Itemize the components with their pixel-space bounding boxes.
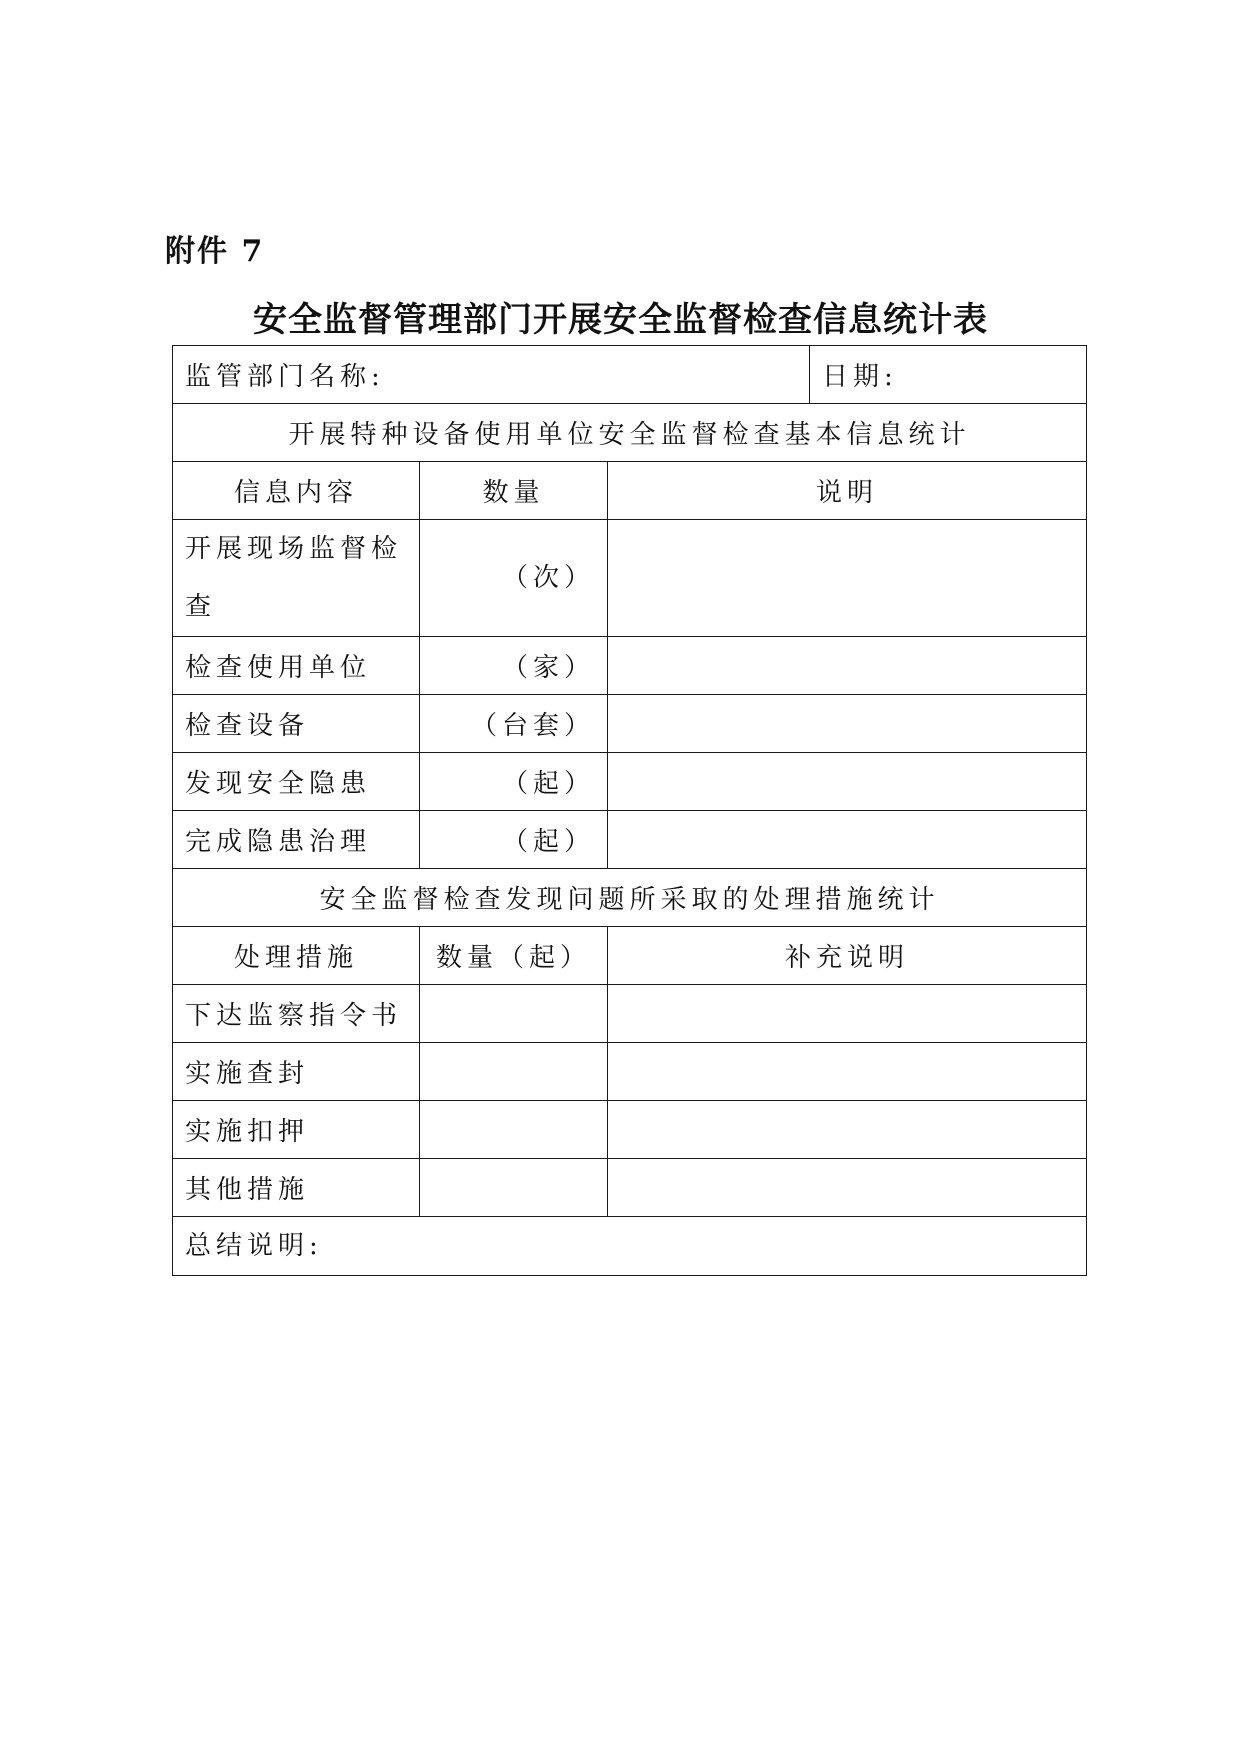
summary-label: 总结说明: bbox=[185, 1231, 323, 1261]
row-quantity-cell[interactable]: （起） bbox=[420, 811, 608, 869]
department-name-label: 监管部门名称: bbox=[185, 362, 385, 392]
summary-row bbox=[173, 1217, 1087, 1276]
attachment-label: 附件 7 bbox=[165, 234, 265, 269]
row-note-cell[interactable] bbox=[608, 811, 1087, 869]
row-quantity-cell[interactable]: （起） bbox=[420, 753, 608, 811]
row-note-cell[interactable] bbox=[608, 695, 1087, 753]
row-note-cell[interactable] bbox=[608, 1101, 1087, 1159]
row-item-label: 检查使用单位 bbox=[173, 637, 420, 695]
table-row bbox=[173, 1043, 1087, 1101]
row-item-label: 发现安全隐患 bbox=[173, 753, 420, 811]
table-row bbox=[173, 1101, 1087, 1159]
row-count-cell[interactable] bbox=[420, 1043, 608, 1101]
table-row bbox=[173, 811, 1087, 869]
row-count-cell[interactable] bbox=[420, 1101, 608, 1159]
row-quantity-cell[interactable]: （次） bbox=[420, 520, 608, 637]
row-item-label: 完成隐患治理 bbox=[173, 811, 420, 869]
row-item-label: 下达监察指令书 bbox=[173, 985, 420, 1043]
row-note-cell[interactable] bbox=[608, 637, 1087, 695]
table-row bbox=[173, 520, 1087, 637]
column-header-description: 说明 bbox=[608, 462, 1087, 520]
row-count-cell[interactable] bbox=[420, 1159, 608, 1217]
row-note-cell[interactable] bbox=[608, 985, 1087, 1043]
column-header-measures: 处理措施 bbox=[173, 927, 420, 985]
row-item-label: 开展现场监督检查 bbox=[173, 520, 420, 637]
row-item-label: 其他措施 bbox=[173, 1159, 420, 1217]
row-item-label: 实施扣押 bbox=[173, 1101, 420, 1159]
section1-column-header-row bbox=[173, 462, 1087, 520]
row-note-cell[interactable] bbox=[608, 1043, 1087, 1101]
statistics-form-table bbox=[172, 345, 1087, 1276]
row-note-cell[interactable] bbox=[608, 520, 1087, 637]
row-count-cell[interactable] bbox=[420, 985, 608, 1043]
row-note-cell[interactable] bbox=[608, 1159, 1087, 1217]
table-row bbox=[173, 985, 1087, 1043]
date-field[interactable] bbox=[810, 346, 1087, 404]
row-quantity-cell[interactable]: （台套） bbox=[420, 695, 608, 753]
section2-heading-row bbox=[173, 869, 1087, 927]
row-item-label: 实施查封 bbox=[173, 1043, 420, 1101]
department-name-field[interactable] bbox=[173, 346, 810, 404]
section1-heading: 开展特种设备使用单位安全监督检查基本信息统计 bbox=[173, 404, 1087, 462]
section2-heading: 安全监督检查发现问题所采取的处理措施统计 bbox=[173, 869, 1087, 927]
table-row bbox=[173, 753, 1087, 811]
header-row bbox=[173, 346, 1087, 404]
summary-field[interactable] bbox=[173, 1217, 1087, 1276]
column-header-quantity: 数量 bbox=[420, 462, 608, 520]
column-header-count: 数量（起） bbox=[420, 927, 608, 985]
page-title: 安全监督管理部门开展安全监督检查信息统计表 bbox=[253, 300, 988, 340]
section2-column-header-row bbox=[173, 927, 1087, 985]
section1-heading-row bbox=[173, 404, 1087, 462]
column-header-supplementary-note: 补充说明 bbox=[608, 927, 1087, 985]
table-row bbox=[173, 637, 1087, 695]
row-item-label: 检查设备 bbox=[173, 695, 420, 753]
column-header-info-content: 信息内容 bbox=[173, 462, 420, 520]
table-row bbox=[173, 695, 1087, 753]
date-label: 日期: bbox=[822, 362, 898, 392]
row-quantity-cell[interactable]: （家） bbox=[420, 637, 608, 695]
row-note-cell[interactable] bbox=[608, 753, 1087, 811]
table-row bbox=[173, 1159, 1087, 1217]
